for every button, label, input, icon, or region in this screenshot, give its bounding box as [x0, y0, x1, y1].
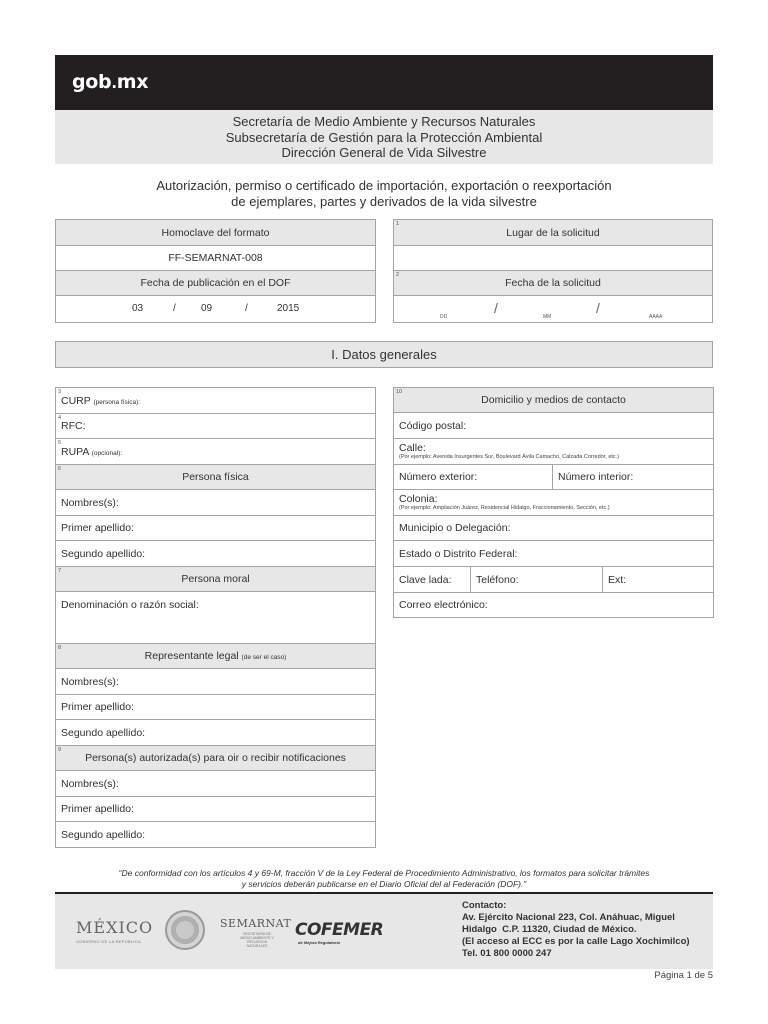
solicitud-table	[393, 219, 713, 323]
lugar-solicitud-input[interactable]	[394, 246, 713, 271]
field-number: 6	[58, 466, 62, 472]
rl-primer-apellido-field[interactable]: Primer apellido:	[56, 695, 376, 720]
field-number: 3	[58, 389, 62, 395]
pf-segundo-apellido-field[interactable]: Segundo apellido:	[56, 541, 376, 567]
semarnat-logo: SEMARNAT	[220, 917, 292, 930]
rfc-label: RFC:	[61, 420, 86, 432]
footnote-line-1: “De conformidad con los artículos 4 y 69-M, fracción V de la Ley Federal de Procedimiento Administrativo, los formatos para solicitar trámites	[118, 868, 650, 878]
mm-hint: MM	[543, 314, 552, 320]
pf-nombres-field[interactable]: Nombres(s):	[56, 490, 376, 516]
rupa-field[interactable]	[56, 439, 376, 465]
colonia-field[interactable]	[394, 490, 714, 516]
numero-interior-field[interactable]: Número interior:	[553, 465, 714, 490]
lugar-solicitud-text: Lugar de la solicitud	[506, 226, 600, 239]
field-number: 9	[58, 747, 62, 753]
rl-segundo-apellido-field[interactable]: Segundo apellido:	[56, 720, 376, 746]
curp-field[interactable]	[56, 388, 376, 414]
agency-line-2: Subsecretaría de Gestión para la Protección Ambiental	[225, 129, 543, 145]
pf-primer-apellido-field[interactable]: Primer apellido:	[56, 516, 376, 541]
pub-month: 09	[201, 303, 213, 314]
pub-day: 03	[132, 303, 144, 314]
calle-field[interactable]	[394, 439, 714, 465]
form-title-line-2: de ejemplares, partes y derivados de la vida silvestre	[231, 193, 537, 209]
national-seal-icon	[165, 910, 205, 950]
date-sep-1: /	[494, 300, 498, 316]
rfc-field[interactable]	[56, 414, 376, 439]
cofemer-logo: COFEMER	[295, 920, 384, 940]
datos-solicitante-table	[55, 387, 376, 848]
cofemer-logo-subtitle: de Mejora Regulatoria	[298, 940, 340, 945]
representante-legal-label: Representante legal	[144, 650, 239, 662]
gobmx-header-bar	[55, 55, 713, 110]
estado-field[interactable]: Estado o Distrito Federal:	[394, 541, 714, 567]
calle-note: (Por ejemplo: Avenida Insurgentes Sur, Boulevard Ávila Camacho, Calzada Corredor, etc.)	[399, 453, 620, 460]
legal-footnote	[55, 868, 713, 890]
municipio-field[interactable]: Municipio o Delegación:	[394, 516, 714, 541]
form-title-line-1: Autorización, permiso o certificado de importación, exportación o reexportación	[156, 178, 612, 193]
representante-legal-note: (de ser el caso)	[241, 654, 287, 661]
colonia-note: (Por ejemplo: Ampliación Juárez, Residencial Hidalgo, Fraccionamiento, Sección, etc.)	[399, 504, 610, 511]
numero-exterior-field[interactable]: Número exterior:	[394, 465, 553, 490]
footnote-line-2: y servicios deberán publicarse en el Diario Oficial del al Federación (DOF).”	[241, 879, 527, 889]
field-number: 7	[58, 568, 62, 574]
mexico-logo: MÉXICO	[76, 918, 154, 937]
representante-legal-header	[56, 644, 376, 669]
domicilio-table	[393, 387, 714, 618]
rupa-note: (opcional):	[91, 449, 123, 457]
fecha-solicitud-label	[394, 271, 713, 296]
homoclave-label: Homoclave del formato	[56, 220, 376, 246]
persona-fisica-label: Persona física	[182, 471, 249, 483]
logo-text-gob: gob	[72, 71, 112, 93]
pa-segundo-apellido-field[interactable]: Segundo apellido:	[56, 822, 376, 848]
gobmx-logo	[72, 71, 148, 93]
page-number: Página 1 de 5	[654, 970, 713, 981]
field-number: 1	[396, 221, 400, 227]
publication-date-value	[56, 296, 376, 323]
domicilio-header	[394, 388, 714, 413]
pa-nombres-field[interactable]: Nombres(s):	[56, 771, 376, 797]
persona-fisica-header	[56, 465, 376, 490]
persona-autorizada-header	[56, 746, 376, 771]
dd-hint: DD	[440, 314, 448, 320]
telefono-field[interactable]: Teléfono:	[471, 567, 603, 593]
logo-text-mx: mx	[116, 71, 149, 93]
calle-label: Calle:	[399, 441, 426, 454]
homoclave-table	[55, 219, 376, 323]
pub-sep-1: /	[173, 303, 176, 314]
homoclave-value: FF-SEMARNAT-008	[56, 246, 376, 271]
field-number: 8	[58, 645, 62, 651]
colonia-label: Colonia:	[399, 492, 438, 505]
rl-nombres-field[interactable]: Nombres(s):	[56, 669, 376, 695]
logo-dot: .	[111, 74, 117, 92]
footer-band	[55, 892, 713, 969]
rupa-label: RUPA	[61, 445, 89, 458]
curp-label: CURP	[61, 394, 91, 407]
pub-sep-2: /	[245, 303, 248, 314]
domicilio-label: Domicilio y medios de contacto	[481, 394, 626, 406]
fecha-solicitud-input[interactable]	[394, 296, 713, 323]
mexico-logo-subtitle: GOBIERNO DE LA REPÚBLICA	[76, 939, 141, 944]
field-number: 5	[58, 440, 62, 446]
clave-lada-field[interactable]: Clave lada:	[394, 567, 471, 593]
date-sep-2: /	[596, 300, 600, 316]
persona-moral-label: Persona moral	[181, 573, 250, 585]
correo-electronico-field[interactable]: Correo electrónico:	[394, 593, 714, 618]
form-title	[55, 178, 713, 209]
section-datos-generales: I. Datos generales	[55, 341, 713, 368]
extension-field[interactable]: Ext:	[603, 567, 714, 593]
fecha-solicitud-text: Fecha de la solicitud	[505, 277, 601, 289]
persona-autorizada-label: Persona(s) autorizada(s) para oir o recibir notificaciones	[85, 752, 346, 764]
field-number: 2	[396, 272, 400, 278]
semarnat-logo-subtitle: SECRETARÍA DE MEDIO AMBIENTE Y RECURSOS NATURALES	[240, 932, 274, 948]
agency-header	[55, 110, 713, 164]
contact-info: Contacto: Av. Ejército Nacional 223, Col. Anáhuac, Miguel Hidalgo C.P. 11320, Ciudad de México. (El acceso al ECC es por la calle Lago Xochimilco) Tel. 01 800 0000 247	[462, 900, 690, 959]
publication-date-label: Fecha de publicación en el DOF	[56, 271, 376, 296]
curp-note: (persona física):	[93, 398, 141, 406]
codigo-postal-field[interactable]: Código postal:	[394, 413, 714, 439]
denominacion-field[interactable]: Denominación o razón social:	[56, 592, 376, 644]
agency-line-3: Dirección General de Vida Silvestre	[281, 145, 487, 160]
field-number: 4	[58, 415, 62, 421]
agency-line-1: Secretaría de Medio Ambiente y Recursos Naturales	[232, 114, 536, 129]
pa-primer-apellido-field[interactable]: Primer apellido:	[56, 797, 376, 822]
field-number: 10	[396, 389, 403, 395]
aaaa-hint: AAAA	[649, 314, 663, 320]
persona-moral-header	[56, 567, 376, 592]
lugar-solicitud-label	[394, 220, 713, 246]
pub-year: 2015	[277, 303, 300, 314]
